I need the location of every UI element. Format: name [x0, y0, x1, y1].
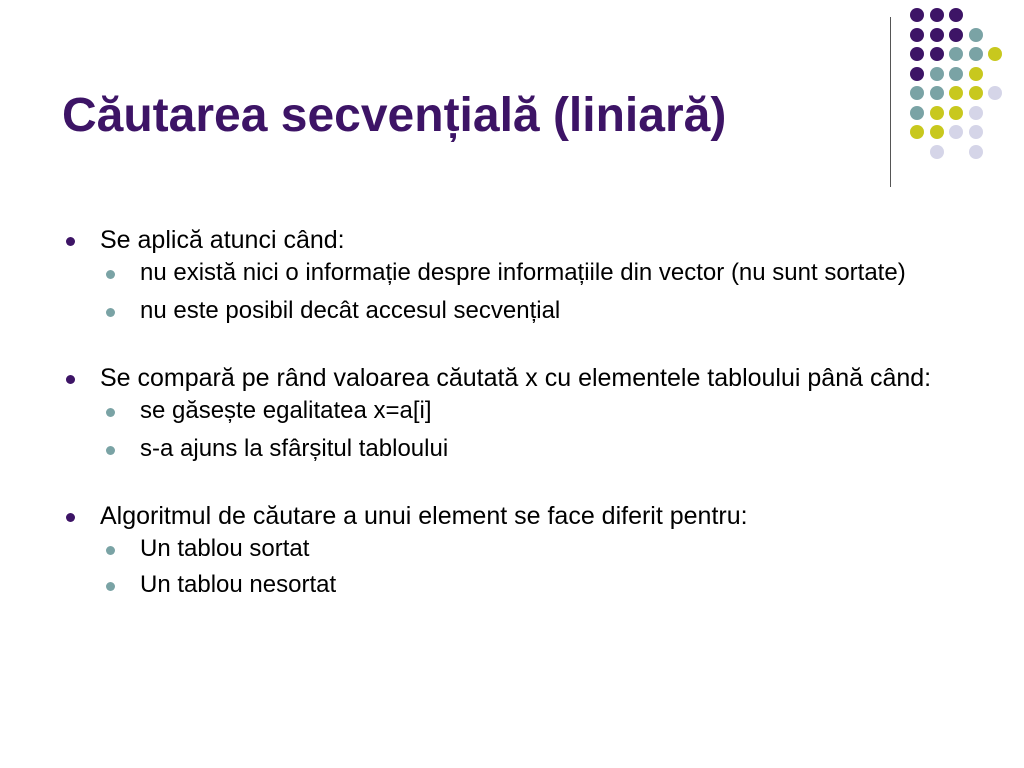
slide-title: Căutarea secvențială (liniară) — [62, 89, 727, 142]
decorative-dot — [930, 145, 944, 159]
sub-bullet-text: s-a ajuns la sfârșitul tabloului — [140, 435, 449, 462]
title-divider-line — [890, 17, 891, 187]
decorative-dot — [969, 106, 983, 120]
sub-bullet-text: Un tablou nesortat — [140, 571, 337, 598]
decorative-dot — [969, 125, 983, 139]
sub-bullet-item — [62, 572, 992, 598]
bullet-dot-icon — [66, 237, 75, 246]
sub-bullet-dot-icon — [106, 446, 115, 455]
sub-bullet-dot-icon — [106, 408, 115, 417]
sub-bullet-text: Un tablou sortat — [140, 535, 310, 562]
decorative-dot — [930, 67, 944, 81]
sub-bullet-dot-icon — [106, 546, 115, 555]
bullet-list — [62, 226, 992, 598]
decorative-dot — [949, 86, 963, 100]
bullet-item — [62, 364, 992, 392]
decorative-dot — [949, 47, 963, 61]
decorative-dot — [930, 28, 944, 42]
decorative-dot — [910, 8, 924, 22]
decorative-dot — [969, 145, 983, 159]
decorative-dot — [930, 47, 944, 61]
decorative-dot — [910, 125, 924, 139]
decorative-dot — [930, 106, 944, 120]
decorative-dot — [969, 47, 983, 61]
decorative-dot — [930, 8, 944, 22]
sub-bullet-item — [62, 298, 992, 324]
bullet-dot-icon — [66, 513, 75, 522]
decorative-dot — [910, 106, 924, 120]
decorative-dot-grid — [900, 8, 1012, 168]
sub-bullet-item — [62, 436, 992, 462]
bullet-text: Se aplică atunci când: — [100, 226, 345, 254]
decorative-dot — [969, 86, 983, 100]
bullet-item — [62, 502, 992, 530]
decorative-dot — [949, 8, 963, 22]
decorative-dot — [930, 125, 944, 139]
sub-bullet-item — [62, 260, 992, 286]
decorative-dot — [930, 86, 944, 100]
bullet-dot-icon — [66, 375, 75, 384]
decorative-dot — [988, 47, 1002, 61]
sub-bullet-item — [62, 536, 992, 562]
decorative-dot — [969, 28, 983, 42]
decorative-dot — [949, 28, 963, 42]
sub-bullet-text: se găsește egalitatea x=a[i] — [140, 397, 432, 424]
sub-bullet-dot-icon — [106, 270, 115, 279]
decorative-dot — [949, 125, 963, 139]
decorative-dot — [949, 106, 963, 120]
decorative-dot — [910, 47, 924, 61]
decorative-dot — [910, 67, 924, 81]
sub-bullet-item — [62, 398, 992, 424]
decorative-dot — [969, 67, 983, 81]
decorative-dot — [910, 86, 924, 100]
sub-bullet-text: nu există nici o informație despre informațiile din vector (nu sunt sortate) — [140, 259, 906, 286]
bullet-text: Se compară pe rând valoarea căutată x cu elementele tabloului până când: — [100, 364, 932, 392]
bullet-item — [62, 226, 992, 254]
decorative-dot — [910, 28, 924, 42]
sub-bullet-text: nu este posibil decât accesul secvențial — [140, 297, 561, 324]
decorative-dot — [988, 86, 1002, 100]
sub-bullet-dot-icon — [106, 308, 115, 317]
sub-bullet-dot-icon — [106, 582, 115, 591]
bullet-text: Algoritmul de căutare a unui element se face diferit pentru: — [100, 502, 748, 530]
decorative-dot — [949, 67, 963, 81]
